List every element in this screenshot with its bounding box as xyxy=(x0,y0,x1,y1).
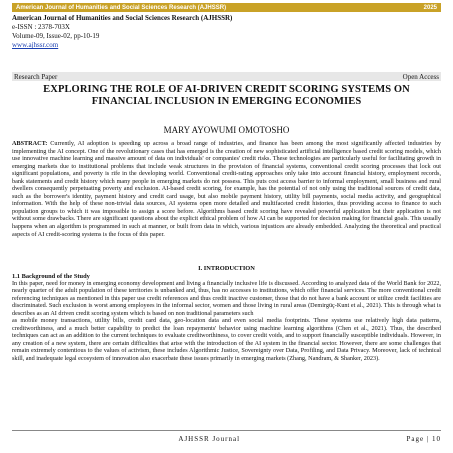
introduction-body xyxy=(12,280,441,362)
intro-paragraph-1: In this paper, need for money in emerging economy development and living a financially inclusive life is discussed. According to analyzed data of the World Bank for 2022, nearly quarter of the adult population of these territories is unbanked and, thus, has no accesses to institutions, which offer financial services. The more conventional credit referencing techniques as mentioned in this paper use credit references and thus credit inactive customer, those that do not have a bank account or utilize credit facilities are discriminated. Such exclusion is worst among employees in the informal sector, women and those living in rural areas (Demirgüç-Kunt et al., 2021). This is through what is describes as an AI driven credit scoring system which is based on non traditional parameters such xyxy=(12,280,441,317)
open-access-label: Open Access xyxy=(402,72,439,81)
journal-banner xyxy=(12,3,441,12)
paper-title: EXPLORING THE ROLE OF AI-DRIVEN CREDIT SCORING SYSTEMS ON FINANCIAL INCLUSION IN EMERGING ECONOMIES xyxy=(43,84,410,107)
paper-type-label: Research Paper xyxy=(14,72,58,81)
abstract-label: ABSTRACT: xyxy=(12,140,48,147)
page-footer xyxy=(12,430,441,443)
journal-website-link[interactable]: www.ajhssr.com xyxy=(12,41,59,49)
banner-journal-name: American Journal of Humanities and Social Sciences Research (AJHSSR) xyxy=(16,4,227,11)
journal-name: American Journal of Humanities and Social Sciences Research (AJHSSR) xyxy=(12,14,233,22)
abstract-text: Currently, AI adoption is speeding up across a broad range of industries, and finance has been among the most significantly affected industries by implementing the AI concept. One of the revolutionary cases that has emerged is the creation of new sophisticated artificial intelligence based credit scoring models, which use innovative machine learning and massive amount of data on individuals' or companies' credit risks. These technologies are particularly useful for facilitating growth in emerging markets due to institutional problems that include weak structures in the provision of financial systems, conventional credit scoring processes that lock out significant populations, and poverty is rife in the developing world. Conventional credit-rating approaches only take into account financial history, employment records, bank statements and credit history which many people in emerging markets do not possess. This puts cost access barrier to informal employment, small business and rural dwellers consequently perpetuating poverty and exclusion. AI-based credit scoring, for example, has the potential of not only using the traditional sources of credit data, such as the borrower's identity, payment history and credit card usage, but also mobile payment history, utility bill payments, social media activity, and geographical information. With the help of these non-trivial data sources, AI systems open more detailed and multifaceted credit histories, thus providing access to finance to such population groups to which it was impossible to assign a score before. Algorithms based credit scoring have revealed powerful application but their application is not without some drawbacks. There are significant questions about the explicit ethical problem of how AI can be supported for decision making for financial goals. This usually happens when an algorithm is programmed in such at manner, or built from data in which, various injustices are already embedded. Analyzing the theoretical and practical aspects of AI credit-scoring systems is the focus of this paper. xyxy=(12,140,442,238)
issn: e-ISSN : 2378-703X xyxy=(12,23,70,31)
banner-year: 2025 xyxy=(423,4,437,11)
intro-paragraph-2: as mobile money transactions, utility bills, credit card data, geo-location data and even social media footprints. These systems use relatively high data patterns, creditworthiness, and a much better capability to predict the loan repayments' behavior using machine learning algorithms (Chen et al., 2021). Thus, the described techniques can act as an addition to the current techniques to evaluate creditworthiness, to cover credit voids, and to support financially susceptible individuals. However, in any creation of a new system, there are certain difficulties that arise with the introduction of the AI system in the financial sector. However, there are some challenges that remain extremely contentious to the values of activism, these includes Algorithmic Justice, Sovereignty over Data, Profiling, and Data Privacy. Moreover, lack of technical skill, and inadequate legal ecosystem of innovation also exacerbate these issues primarily in emerging markets (Zhang, Nandram, & Shanker, 2023). xyxy=(12,317,441,362)
abstract xyxy=(12,140,441,238)
page-number: Page | 10 xyxy=(406,435,441,443)
subsection-heading: 1.1 Background of the Study xyxy=(12,273,90,280)
journal-meta xyxy=(12,14,232,50)
paper-type-bar xyxy=(12,72,441,81)
footer-journal: AJHSSR Journal xyxy=(178,435,241,443)
volume-issue: Volume-09, Issue-02, pp-10-19 xyxy=(12,32,100,40)
section-heading: I. INTRODUCTION xyxy=(198,265,255,272)
author-name: MARY AYOWUMI OMOTOSHO xyxy=(163,125,290,135)
